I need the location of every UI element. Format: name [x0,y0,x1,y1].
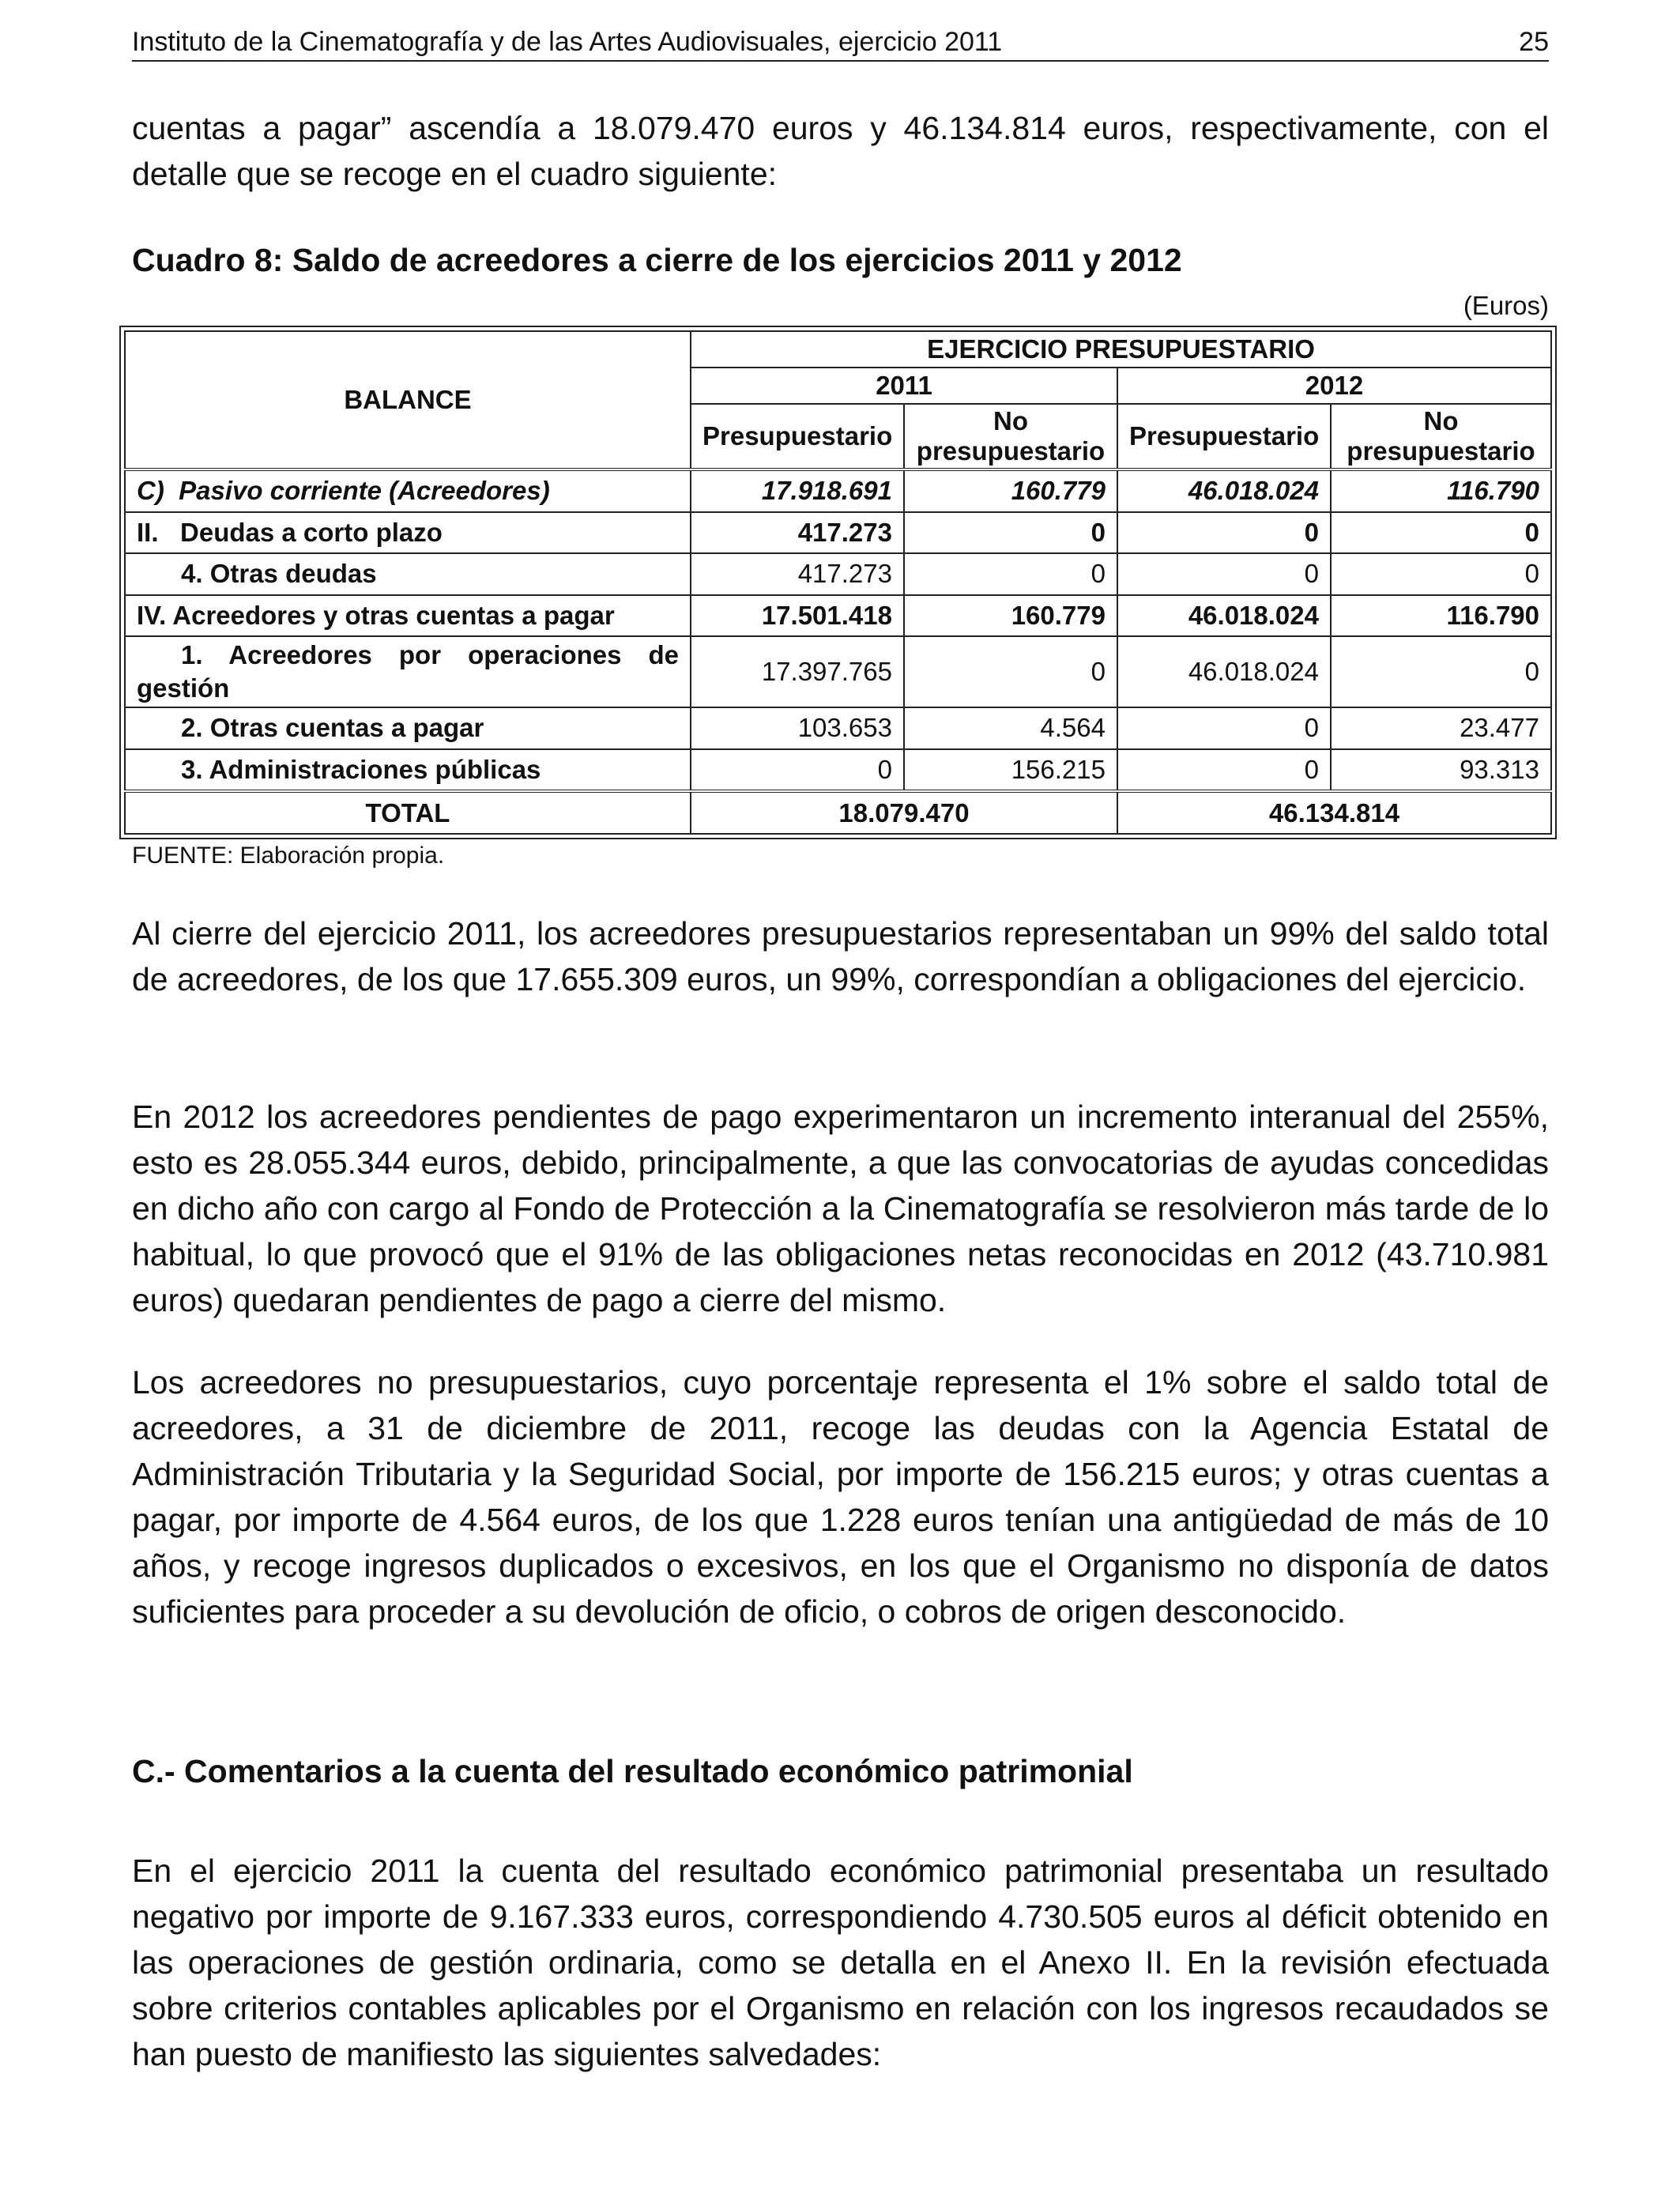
cell-value: 0 [904,512,1117,553]
page-number: 25 [1519,27,1549,57]
year-2012-header: 2012 [1117,368,1551,404]
row-label: 4. Otras deudas [125,553,691,594]
total-row [125,791,1551,834]
creditors-table-frame [119,326,1557,839]
cell-value: 0 [1331,636,1551,707]
paragraph-4: En el ejercicio 2011 la cuenta del resultado económico patrimonial presentaba un resultado negativo por importe de 9.167.333 euros, correspondiendo 4.730.505 euros al déficit obtenido en las operaciones de gestión ordinaria, como se detalla en el Anexo II. En la revisión efectuada sobre criterios contables aplicables por el Organismo en relación con los ingresos recaudados se han puesto de manifiesto las siguientes salvedades: [132,1853,1549,2072]
cell-value: 23.477 [1331,707,1551,748]
cell-value: 46.018.024 [1117,469,1331,512]
group-header: EJERCICIO PRESUPUESTARIO [691,331,1551,368]
paragraph-2: En 2012 los acreedores pendientes de pago experimentaron un incremento interanual del 255%, esto es 28.055.344 euros, debido, principalmente, a que las convocatorias de ayudas concedidas en dicho año con cargo al Fondo de Protección a la Cinematografía se resolvieron más tarde de lo habitual, lo que provocó que el 91% de las obligaciones netas reconocidas en 2012 (43.710.981 euros) quedaran pendientes de pago a cierre del mismo. [132,1099,1549,1318]
cell-value: 0 [1331,553,1551,594]
header-pres-2011: Presupuestario [691,404,904,469]
cell-value: 116.790 [1331,469,1551,512]
table-row [125,636,1551,707]
row-label-line1: 1. Acreedores por operaciones de [181,640,679,670]
cell-value: 156.215 [904,749,1117,792]
cell-value: 0 [1117,707,1331,748]
cell-value: 46.018.024 [1117,636,1331,707]
cell-value: 17.501.418 [691,595,904,636]
table-row [125,553,1551,594]
cell-value: 417.273 [691,553,904,594]
cell-value: 4.564 [904,707,1117,748]
paragraph-1: Al cierre del ejercicio 2011, los acreedores presupuestarios representaban un 99% del saldo total de acreedores, de los que 17.655.309 euros, un 99%, correspondían a obligaciones del ejercicio. [132,915,1549,997]
table-caption: Cuadro 8: Saldo de acreedores a cierre de los ejercicios 2011 y 2012 [132,242,1182,278]
header-pres-2012: Presupuestario [1117,404,1331,469]
table-units: (Euros) [1463,291,1549,320]
year-2011-header: 2011 [691,368,1117,404]
cell-value: 46.018.024 [1117,595,1331,636]
table-row [125,595,1551,636]
total-label: TOTAL [125,791,691,834]
total-2011: 18.079.470 [691,791,1117,834]
header-nopres-2011: No presupuestario [904,404,1117,469]
table-row [125,512,1551,553]
cell-value: 417.273 [691,512,904,553]
cell-value: 0 [1117,749,1331,792]
table-row [125,749,1551,792]
row-label: 3. Administraciones públicas [125,749,691,792]
cell-value: 93.313 [1331,749,1551,792]
row-label-line2: gestión [137,673,230,703]
cell-value: 103.653 [691,707,904,748]
row-label [125,636,691,707]
cell-value: 0 [1117,553,1331,594]
cell-value: 0 [1117,512,1331,553]
cell-value: 160.779 [904,595,1117,636]
table-row [125,707,1551,748]
cell-value: 17.918.691 [691,469,904,512]
row-label: 2. Otras cuentas a pagar [125,707,691,748]
cell-value: 0 [1331,512,1551,553]
section-heading: C.- Comentarios a la cuenta del resultado económico patrimonial [132,1753,1133,1789]
total-2012: 46.134.814 [1117,791,1551,834]
header-nopres-2012: No presupuestario [1331,404,1551,469]
cell-value: 0 [904,636,1117,707]
cell-value: 0 [904,553,1117,594]
row-label: II. Deudas a corto plazo [125,512,691,553]
cell-value: 160.779 [904,469,1117,512]
table-source: FUENTE: Elaboración propia. [132,843,445,869]
page-header [132,24,1549,62]
creditors-table [124,330,1552,835]
header-title: Instituto de la Cinematografía y de las Artes Audiovisuales, ejercicio 2011 [132,27,1003,57]
cell-value: 116.790 [1331,595,1551,636]
intro-paragraph: cuentas a pagar” ascendía a 18.079.470 euros y 46.134.814 euros, respectivamente, con el detalle que se recoge en el cuadro siguiente: [132,110,1549,192]
balance-header: BALANCE [125,331,691,469]
paragraph-3: Los acreedores no presupuestarios, cuyo porcentaje representa el 1% sobre el saldo total de acreedores, a 31 de diciembre de 2011, recoge las deudas con la Agencia Estatal de Administración Tributaria y la Seguridad Social, por importe de 156.215 euros; y otras cuentas a pagar, por importe de 4.564 euros, de los que 1.228 euros tenían una antigüedad de más de 10 años, y recoge ingresos duplicados o excesivos, en los que el Organismo no disponía de datos suficientes para proceder a su devolución de oficio, o cobros de origen desconocido. [132,1364,1549,1630]
cell-value: 17.397.765 [691,636,904,707]
cell-value: 0 [691,749,904,792]
row-label: C) Pasivo corriente (Acreedores) [125,469,691,512]
row-label: IV. Acreedores y otras cuentas a pagar [125,595,691,636]
table-row [125,469,1551,512]
